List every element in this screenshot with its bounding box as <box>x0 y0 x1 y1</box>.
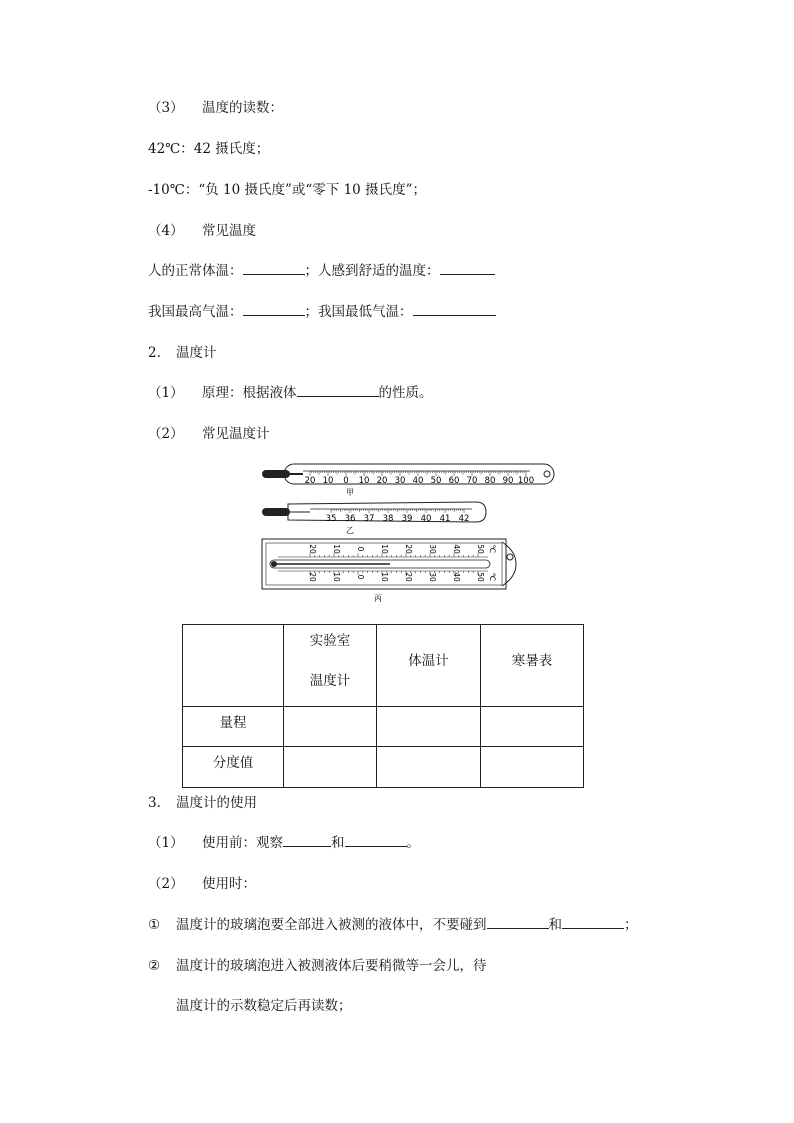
scale-label: 10 <box>322 476 334 486</box>
before-use-line <box>148 831 420 851</box>
scale-label: 20 <box>308 544 317 554</box>
scale-label: 35 <box>325 514 337 524</box>
scale-label: 20 <box>404 572 413 582</box>
item-title: 使用时： <box>202 876 256 892</box>
clinical-thermometer-label: 乙 <box>346 526 354 535</box>
item-number: （2） <box>148 876 184 892</box>
scale-label: 50 <box>476 572 485 582</box>
comfort-temp-blank[interactable] <box>440 260 495 275</box>
scale-label: 41 <box>439 514 451 524</box>
header-lab-line-1: 实验室 <box>309 633 351 649</box>
table-cell[interactable] <box>481 747 584 788</box>
scale-label: 70 <box>466 476 478 486</box>
rule-2-continuation: 温度计的示数稳定后再读数； <box>176 998 352 1014</box>
reading-example-1: 42℃：42 摄氏度； <box>148 141 270 157</box>
rule-marker: ② <box>148 958 161 974</box>
section-number: （4） <box>148 223 184 239</box>
item-number: （1） <box>148 385 184 401</box>
rule-1-blank-1[interactable] <box>487 914 549 929</box>
scale-label: 20 <box>376 476 388 486</box>
scale-label: 80 <box>484 476 496 486</box>
item-number: （2） <box>148 426 184 442</box>
scale-label: 20 <box>304 476 316 486</box>
scale-label: 30 <box>394 476 406 486</box>
header-clinical-thermometer: 体温计 <box>377 625 481 707</box>
section-3-heading <box>148 96 283 116</box>
before-use-blank-1[interactable] <box>283 832 331 847</box>
scale-label: 50 <box>430 476 442 486</box>
before-use-end: 。 <box>406 835 420 851</box>
unit-label: ℃ <box>488 544 497 554</box>
section-3-heading <box>148 791 257 811</box>
lab-thermometer <box>262 464 554 497</box>
scale-label: 20 <box>404 544 413 554</box>
item-title: 常见温度计 <box>202 426 270 442</box>
scale-label: 10 <box>380 544 389 554</box>
rule-1 <box>148 913 638 933</box>
min-temp-label: ；我国最低气温： <box>304 304 413 320</box>
max-temp-label: 我国最高气温： <box>148 304 243 320</box>
section-number: （3） <box>148 100 184 116</box>
scale-label: 100 <box>517 476 535 486</box>
common-temperature-line-1 <box>148 259 495 279</box>
table-cell[interactable] <box>284 707 377 747</box>
scale-label: 20 <box>308 572 317 582</box>
before-use-text: 使用前：观察 <box>202 835 283 851</box>
before-use-and: 和 <box>331 835 345 851</box>
row-label-range: 量程 <box>183 707 284 747</box>
scale-label: 90 <box>502 476 514 486</box>
rule-1-text: 温度计的玻璃泡要全部进入被测的液体中，不要碰到 <box>176 917 487 933</box>
section-number: 3. <box>148 795 161 811</box>
during-use-heading <box>148 872 256 892</box>
header-lab-thermometer <box>284 625 377 707</box>
section-4-heading <box>148 219 256 239</box>
row-label-division: 分度值 <box>183 747 284 788</box>
scale-label: 36 <box>344 514 356 524</box>
scale-label: 0 <box>343 476 349 486</box>
scale-label: 10 <box>380 572 389 582</box>
rule-1-blank-2[interactable] <box>562 914 624 929</box>
common-thermometers-heading <box>148 422 270 442</box>
wall-thermometer <box>262 539 516 603</box>
scale-label: 10 <box>332 544 341 554</box>
wall-thermometer-label: 丙 <box>374 594 382 603</box>
lab-thermometer-label: 甲 <box>346 488 354 497</box>
scale-label: 40 <box>420 514 432 524</box>
unit-label: ℃ <box>488 572 497 582</box>
body-temp-label: 人的正常体温： <box>148 263 243 279</box>
table-cell[interactable] <box>377 747 481 788</box>
scale-label: 40 <box>452 572 461 582</box>
header-lab-line-2: 温度计 <box>309 673 351 689</box>
table-corner <box>183 625 284 707</box>
scale-label: 37 <box>363 514 375 524</box>
section-title: 温度的读数： <box>202 100 283 116</box>
table-cell[interactable] <box>377 707 481 747</box>
section-2-heading <box>148 341 217 361</box>
rule-2 <box>148 954 487 974</box>
scale-label: 40 <box>452 544 461 554</box>
scale-label: 42 <box>458 514 470 524</box>
rule-2-text: 温度计的玻璃泡进入被测液体后要稍微等一会儿，待 <box>176 958 487 974</box>
rule-marker: ① <box>148 917 161 933</box>
scale-label: 50 <box>476 544 485 554</box>
thermometers-figure <box>258 456 558 606</box>
principle-line <box>148 381 433 401</box>
scale-label: 38 <box>382 514 394 524</box>
body-temp-blank[interactable] <box>243 260 305 275</box>
scale-label: 0 <box>356 574 365 580</box>
scale-label: 39 <box>401 514 413 524</box>
clinical-thermometer <box>262 502 486 535</box>
reading-example-2: -10℃：“负 10 摄氏度”或“零下 10 摄氏度”； <box>148 182 426 198</box>
section-title: 温度计的使用 <box>176 795 257 811</box>
principle-text-end: 的性质。 <box>378 385 433 401</box>
rule-1-end: ； <box>624 917 638 933</box>
section-title: 常见温度 <box>202 223 256 239</box>
before-use-blank-2[interactable] <box>345 832 407 847</box>
item-number: （1） <box>148 835 184 851</box>
scale-label: 30 <box>428 544 437 554</box>
scale-label: 40 <box>412 476 424 486</box>
principle-blank[interactable] <box>297 382 379 397</box>
scale-label: 30 <box>428 572 437 582</box>
scale-label: 60 <box>448 476 460 486</box>
table-cell[interactable] <box>481 707 584 747</box>
thermometer-comparison-table <box>182 624 584 788</box>
comfort-temp-label: ；人感到舒适的温度： <box>304 263 440 279</box>
scale-label: 10 <box>332 572 341 582</box>
header-wall-thermometer: 寒暑表 <box>481 625 584 707</box>
scale-label: 0 <box>356 546 365 552</box>
scale-label: 10 <box>358 476 370 486</box>
section-number: 2. <box>148 345 161 361</box>
table-cell[interactable] <box>284 747 377 788</box>
rule-1-and: 和 <box>548 917 562 933</box>
section-title: 温度计 <box>176 345 217 361</box>
principle-text: 原理：根据液体 <box>202 385 297 401</box>
common-temperature-line-2 <box>148 300 496 320</box>
min-temp-blank[interactable] <box>413 301 496 316</box>
max-temp-blank[interactable] <box>243 301 305 316</box>
